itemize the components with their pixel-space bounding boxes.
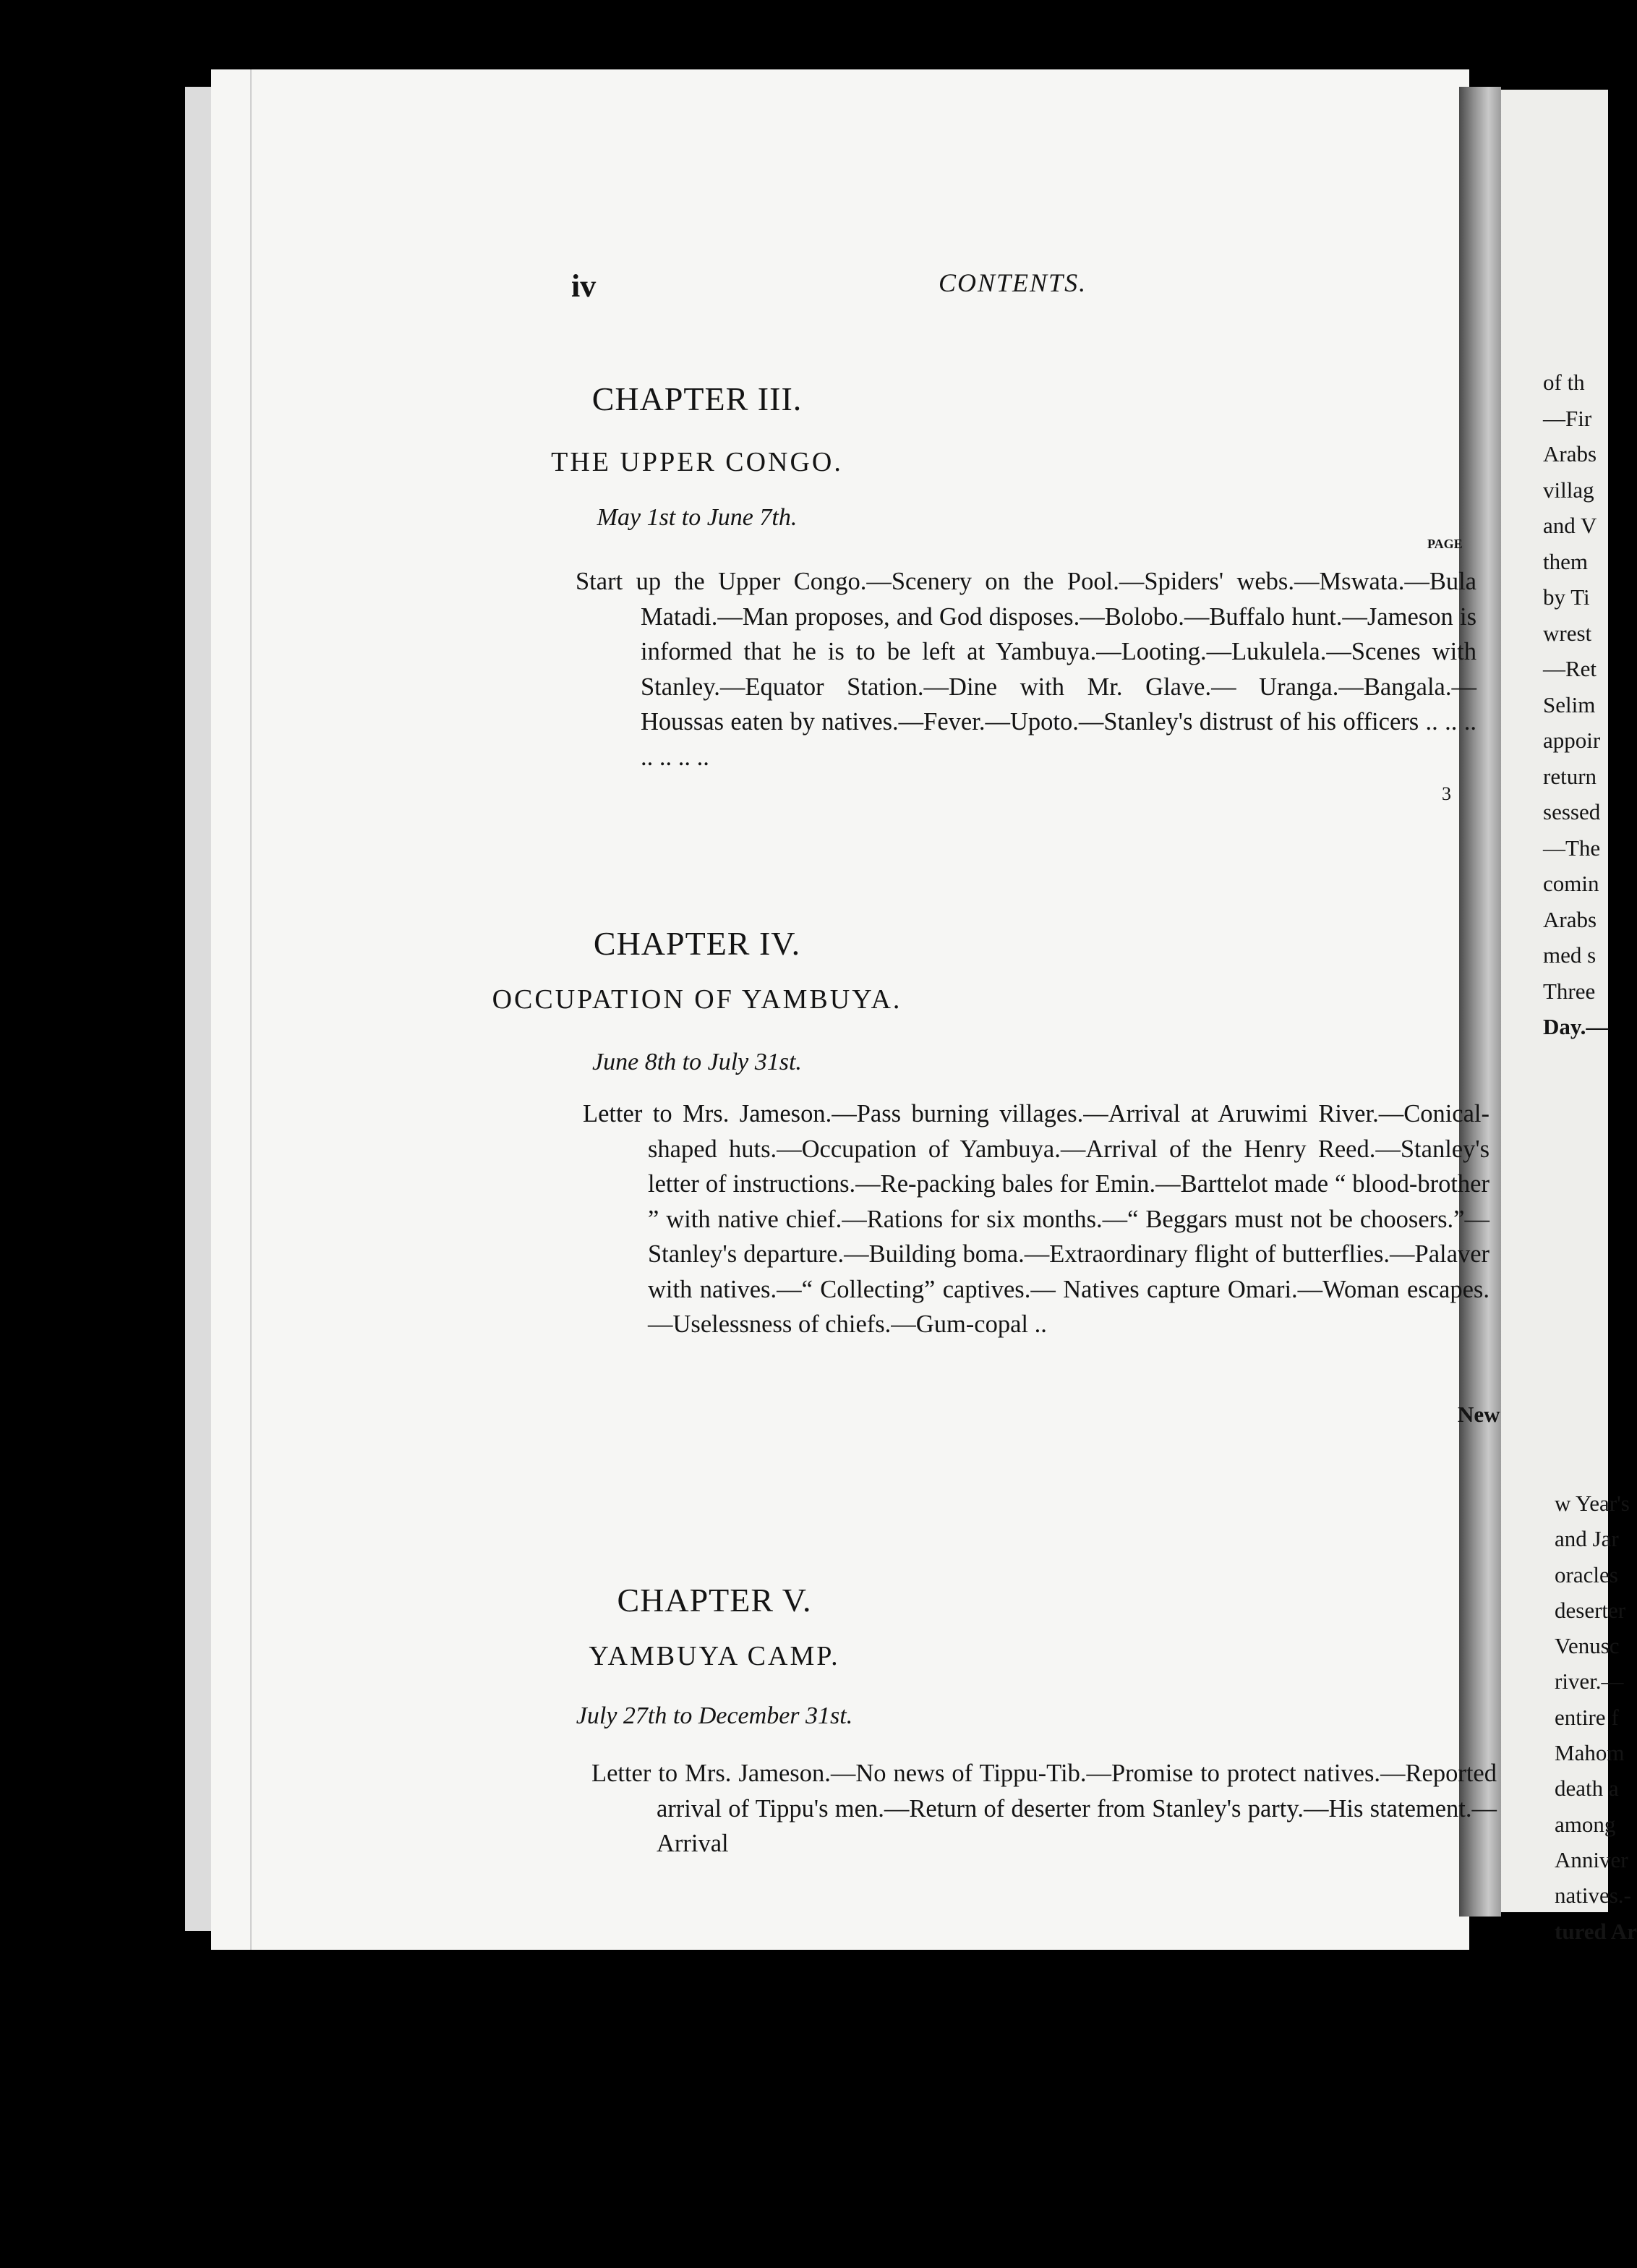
facing-top-line: comin (1543, 871, 1599, 896)
facing-top-line: them (1543, 548, 1588, 574)
facing-page (1501, 90, 1637, 1944)
facing-top-line: —The (1543, 835, 1601, 861)
facing-top-line: Selim (1543, 691, 1596, 717)
facing-top-line: Arabs (1543, 906, 1597, 932)
chapter-3-number: CHAPTER III. (591, 380, 803, 417)
chapter-4-title: OCCUPATION OF YAMBUYA. (492, 984, 902, 1015)
facing-bottom-line: among (1555, 1811, 1616, 1837)
facing-top-line: Arabs (1543, 441, 1597, 466)
facing-top-line: —Ret (1543, 656, 1597, 681)
facing-bottom-line: entire f (1555, 1704, 1619, 1730)
facing-bottom-line: river.— (1555, 1668, 1624, 1694)
facing-bottom-line: tured Ar (1555, 1918, 1637, 1944)
facing-top-line: sessed (1543, 799, 1601, 824)
chapter-5-summary: Letter to Mrs. Jameson.—No news of Tippu-Tib.—Promise to protect natives.—Reported arrival of Tippu's men.—Return of deserter from Stanley's party.—His statement.—Arrival (591, 1760, 1497, 1857)
facing-top-line: wrest (1543, 620, 1592, 646)
facing-bottom-line: natives.- (1555, 1883, 1631, 1909)
facing-top-line: villag (1543, 477, 1594, 503)
chapter-3-summary: Start up the Upper Congo.—Scenery on the Pool.—Spiders' webs.—Mswata.—Bula Matadi.—Man proposes, and God disposes.—Bolobo.—Buffalo hunt.—Jameson is informed that he is to be left at Yambuya.—Looting.—Lukulela.—Scenes with Stanley.—Equator Station.—Dine with Mr. Glave.— Uranga.—Bangala.—Houssas eaten by natives.—Fever.—Upoto.—Stanley's distrust of his officers .. .. .. .. .. .. .. (576, 568, 1476, 771)
chapter-3-page-ref: 3 (1442, 783, 1451, 804)
facing-top-line: —Fir (1543, 405, 1592, 431)
facing-top-line: and V (1543, 513, 1597, 538)
facing-top-line: Three (1543, 978, 1596, 1004)
chapter-4-summary: Letter to Mrs. Jameson.—Pass burning villages.—Arrival at Aruwimi River.—Conical-shaped huts.—Occupation of Yambuya.—Arrival of the Henry Reed.—Stanley's letter of instructions.—Re-packing bales for Emin.—Barttelot made “ blood-brother ” with native chief.—Rations for six months.—“ Beggars must not be choosers.”—Stanley's departure.—Building boma.—Extraordinary flight of butterflies.—Palaver with natives.—“ Collecting” captives.— Natives capture Omari.—Woman escapes.—Uselessness of chiefs.—Gum-copal .. (583, 1100, 1489, 1338)
facing-bottom-line: death a (1555, 1775, 1619, 1802)
page-column-label: PAGE (1427, 537, 1463, 551)
facing-bottom-line: deserter (1555, 1597, 1626, 1623)
facing-page-fragments-bottom (1555, 1485, 1637, 1949)
facing-top-line: return (1543, 763, 1597, 789)
facing-top-line: of th (1543, 370, 1585, 395)
facing-page-fragments-top (1543, 364, 1608, 1045)
chapter-5-title: YAMBUYA CAMP. (589, 1641, 840, 1671)
chapter-5-dates: July 27th to December 31st. (576, 1702, 853, 1729)
chapter-4-number: CHAPTER IV. (593, 925, 801, 962)
facing-top-line: med s (1543, 942, 1597, 968)
facing-bottom-line: w Year's (1555, 1491, 1630, 1516)
facing-page-new-fragment: New (1458, 1402, 1500, 1427)
running-head: CONTENTS. (939, 268, 1087, 297)
facing-top-line: Day.— (1543, 1014, 1609, 1039)
facing-bottom-line: Venusc (1555, 1633, 1620, 1659)
facing-bottom-line: Anniver (1555, 1846, 1628, 1872)
chapter-4-dates: June 8th to July 31st. (592, 1049, 802, 1075)
chapter-3-title: THE UPPER CONGO. (551, 447, 843, 477)
chapter-3-dates: May 1st to June 7th. (597, 504, 798, 531)
page-number: iv (571, 268, 597, 304)
facing-bottom-line: and Jar (1555, 1526, 1619, 1552)
facing-top-line: appoir (1543, 728, 1601, 753)
facing-top-line: by Ti (1543, 584, 1590, 610)
facing-bottom-line: Mahom (1555, 1740, 1625, 1766)
facing-bottom-line: oracles (1555, 1561, 1618, 1587)
chapter-5-number: CHAPTER V. (617, 1582, 812, 1619)
